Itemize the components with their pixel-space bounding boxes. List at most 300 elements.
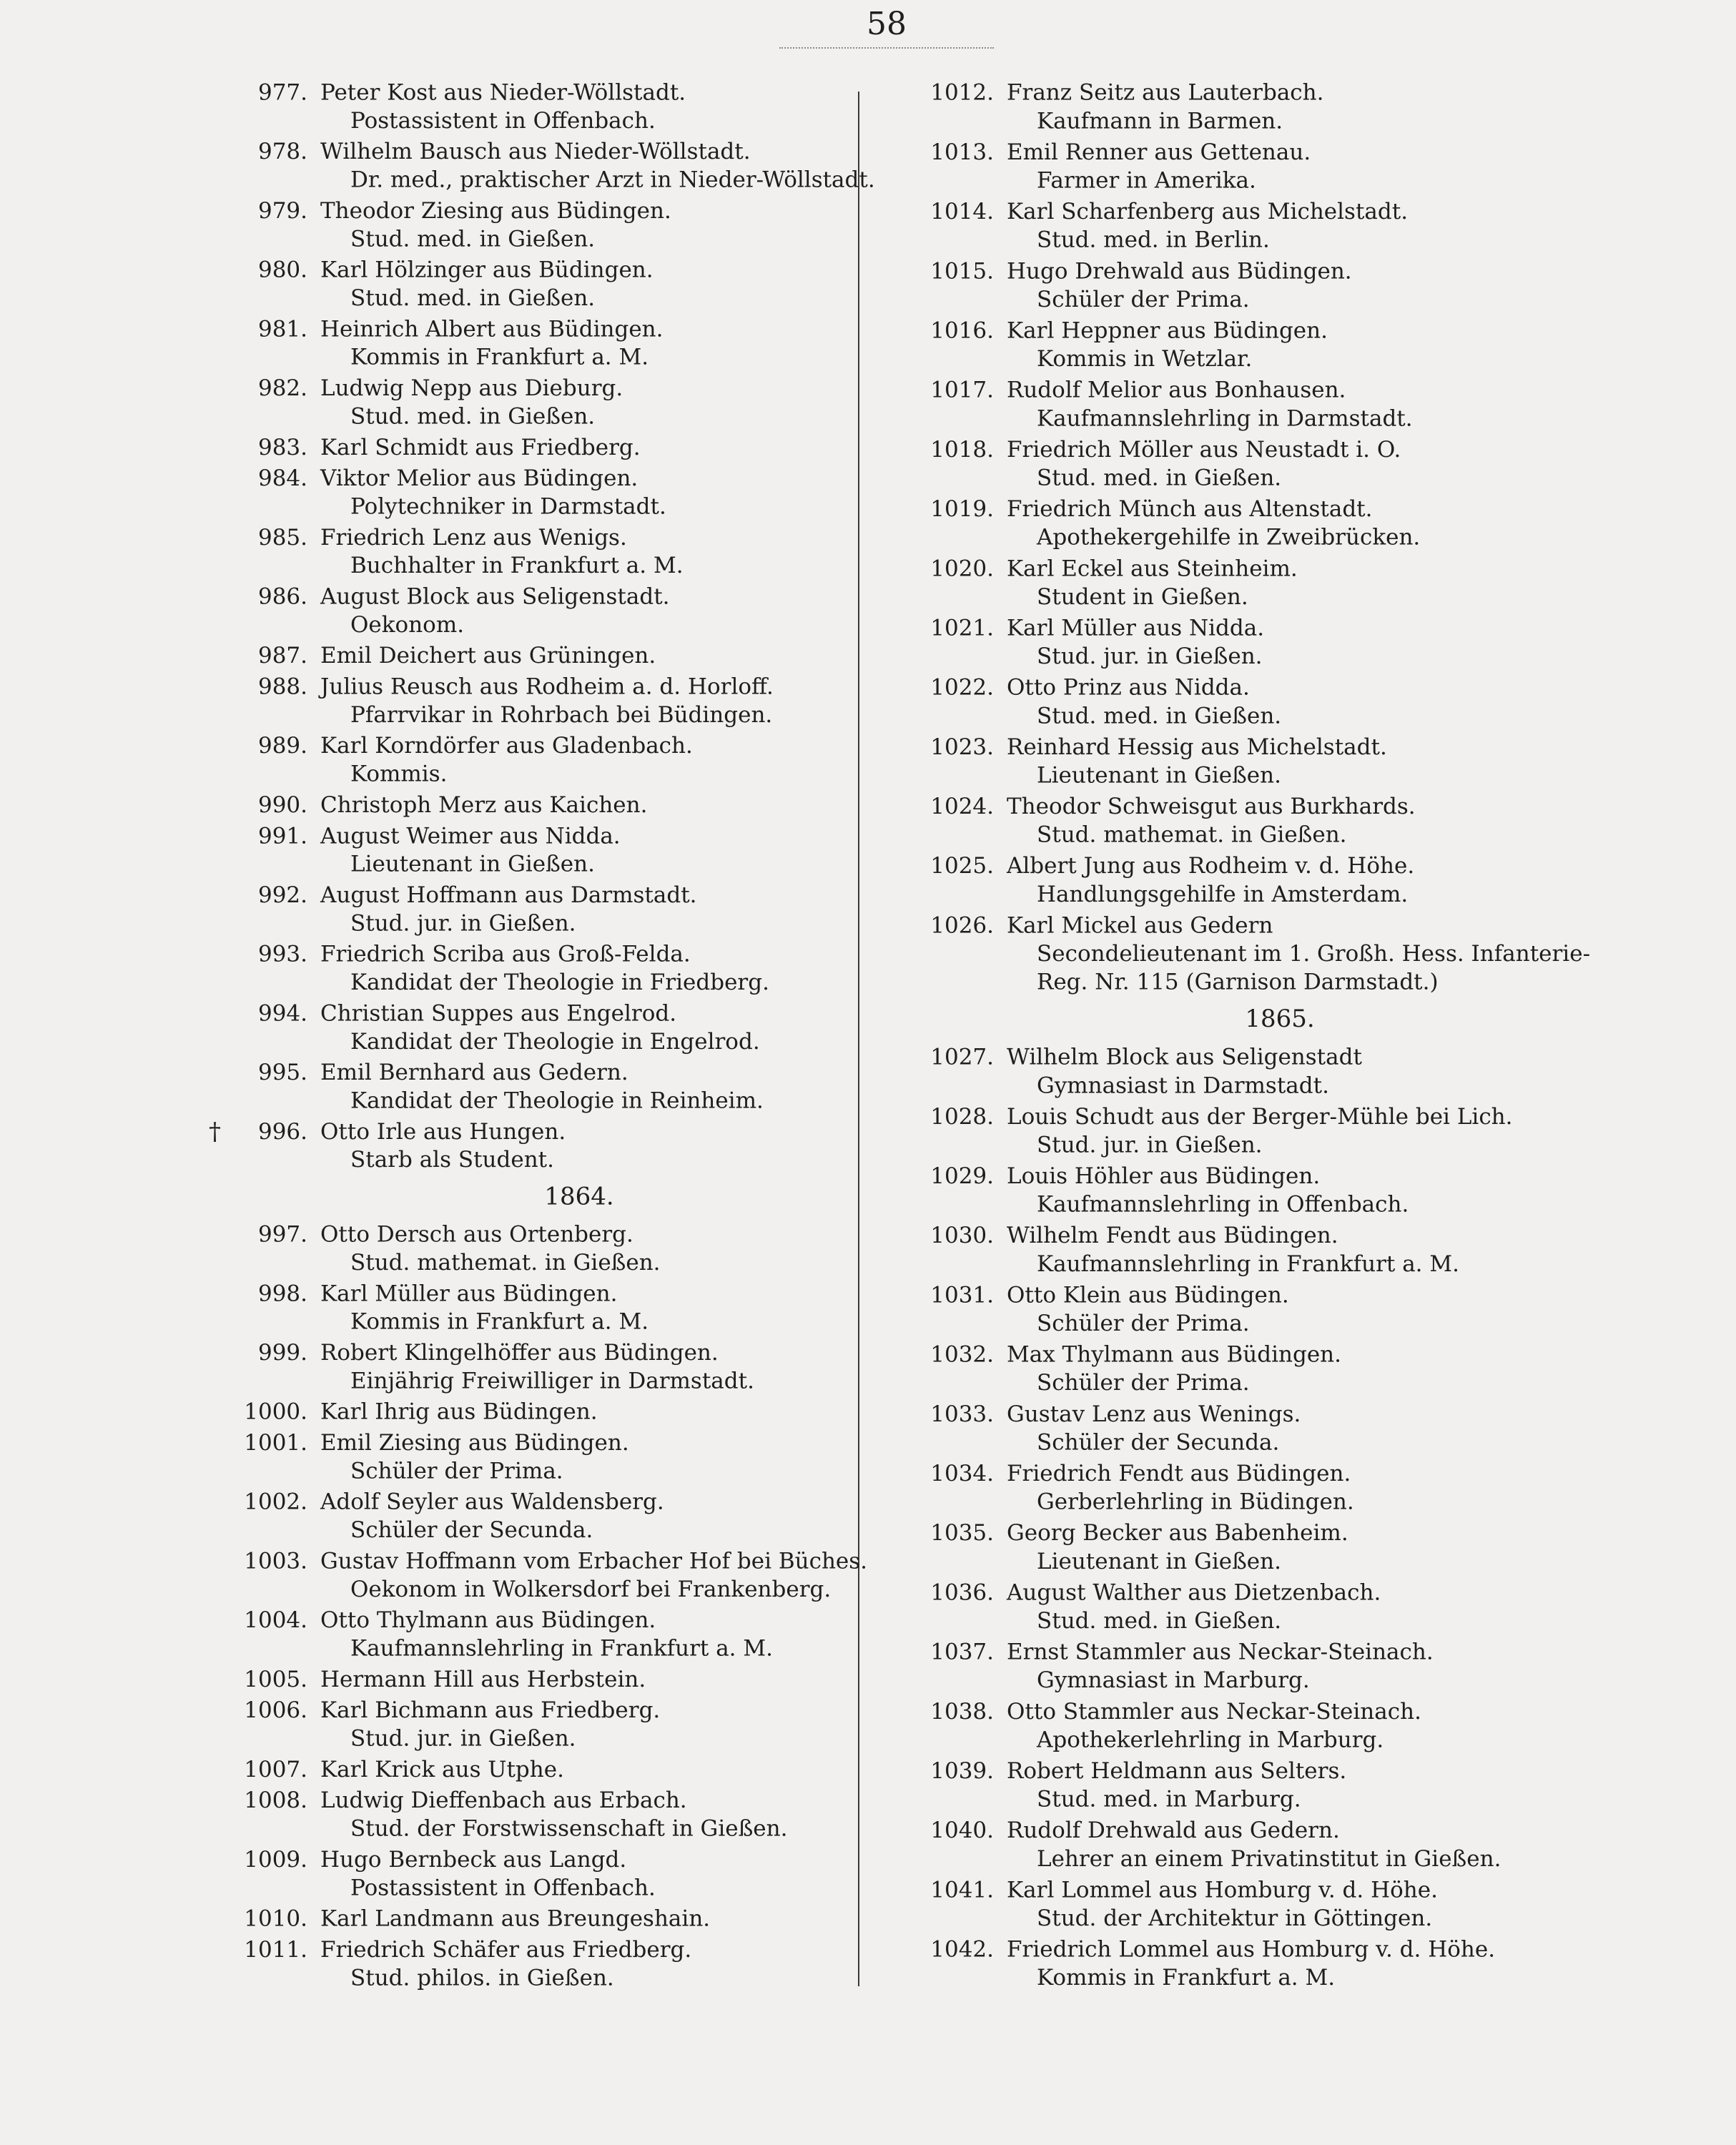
- entry-name: Reinhard Hessig aus Michelstadt.: [1007, 734, 1387, 760]
- entry-number: 1032.: [930, 1341, 994, 1368]
- entry-name-line: [915, 257, 1559, 286]
- list-entry: [229, 1221, 844, 1277]
- entry-name-line: [229, 1845, 844, 1873]
- entry-occupation: Stud. med. in Gießen.: [1037, 465, 1282, 491]
- entry-name: Ludwig Dieffenbach aus Erbach.: [320, 1788, 687, 1814]
- entry-name-line: [229, 375, 844, 403]
- entry-occupation: Gymnasiast in Marburg.: [1037, 1667, 1310, 1694]
- entry-occupation: Postassistent in Offenbach.: [350, 108, 656, 134]
- list-entry: [915, 1936, 1559, 1992]
- list-entry: [915, 1341, 1559, 1397]
- entry-number: 1036.: [930, 1579, 994, 1606]
- entry-occupation: Stud. jur. in Gießen.: [1037, 644, 1263, 669]
- list-entry: [229, 673, 844, 729]
- entry-number: 988.: [257, 674, 307, 700]
- entry-name-line: [915, 435, 1559, 464]
- entry-number: 987.: [257, 643, 307, 669]
- list-entry: [229, 433, 844, 461]
- entry-number: 999.: [257, 1340, 307, 1366]
- entry-occupation: Kaufmannslehrling in Frankfurt a. M.: [1037, 1251, 1459, 1277]
- entry-number: 981.: [257, 316, 307, 342]
- entry-number: 1039.: [930, 1758, 994, 1784]
- list-entry: [915, 495, 1559, 551]
- entry-name-line: [229, 1607, 844, 1634]
- entry-name-line: [229, 1488, 844, 1516]
- list-entry: [915, 1757, 1559, 1813]
- entry-number: 1003.: [244, 1548, 307, 1574]
- entry-number: 1013.: [930, 139, 994, 165]
- entry-occupation: Kandidat der Theologie in Reinheim.: [350, 1088, 764, 1114]
- entry-name: Gustav Lenz aus Wenings.: [1007, 1401, 1301, 1427]
- entry-occupation: Starb als Student.: [350, 1147, 554, 1173]
- list-entry: [229, 583, 844, 639]
- entry-number: 977.: [257, 79, 307, 106]
- top-dotted-rule: [779, 47, 994, 49]
- entry-name: Friedrich Lommel aus Homburg v. d. Höhe.: [1007, 1936, 1496, 1963]
- entry-number: 1005.: [244, 1667, 307, 1692]
- entry-number: 993.: [257, 942, 307, 967]
- entry-number: 1042.: [930, 1936, 994, 1963]
- list-entry: [915, 852, 1559, 909]
- entry-occupation: Secondelieutenant im 1. Großh. Hess. Infanterie-: [1037, 941, 1591, 967]
- list-entry: [915, 79, 1559, 135]
- entry-name: Emil Deichert aus Grüningen.: [320, 643, 656, 669]
- entry-name: Karl Landmann aus Breungeshain.: [320, 1906, 711, 1932]
- entry-name-line: [229, 1059, 844, 1087]
- entry-name-line: [229, 673, 844, 701]
- entry-name-line: [229, 523, 844, 551]
- entry-name-line: [915, 1043, 1559, 1072]
- entry-number: 1026.: [930, 912, 994, 939]
- entry-name: Friedrich Münch aus Altenstadt.: [1007, 496, 1373, 522]
- entry-number: 1015.: [930, 258, 994, 285]
- entry-name-line: [229, 197, 844, 225]
- entry-number: 1010.: [244, 1906, 307, 1932]
- list-entry: [229, 791, 844, 819]
- list-entry: [229, 1429, 844, 1485]
- list-entry: [229, 940, 844, 997]
- entry-name-line: [229, 1118, 844, 1145]
- entry-name: Rudolf Melior aus Bonhausen.: [1007, 377, 1346, 403]
- list-entry: [229, 1398, 844, 1426]
- entry-number: 1035.: [930, 1520, 994, 1547]
- entry-name-line: [915, 555, 1559, 583]
- entry-occupation: Stud. der Forstwissenschaft in Gießen.: [350, 1815, 788, 1842]
- entry-occupation: Kommis.: [350, 761, 448, 787]
- entry-number: 1027.: [930, 1044, 994, 1070]
- entry-name: Hugo Bernbeck aus Langd.: [320, 1847, 627, 1873]
- entry-name: Otto Irle aus Hungen.: [320, 1119, 566, 1145]
- list-entry: [915, 1519, 1559, 1575]
- list-entry: [915, 1222, 1559, 1278]
- entry-name-line: [915, 317, 1559, 345]
- entry-name: Theodor Ziesing aus Büdingen.: [320, 198, 671, 224]
- entry-occupation: Stud. med. in Berlin.: [1037, 227, 1270, 253]
- entry-number: 1019.: [930, 496, 994, 522]
- entry-occupation: Postassistent in Offenbach.: [350, 1875, 656, 1901]
- entry-occupation: Kommis in Frankfurt a. M.: [1037, 1965, 1336, 1991]
- entry-name: Robert Heldmann aus Selters.: [1007, 1758, 1347, 1784]
- list-entry: [915, 376, 1559, 433]
- entry-name-line: [229, 1429, 844, 1456]
- list-entry: [229, 1845, 844, 1902]
- list-entry: [229, 465, 844, 521]
- list-entry: [229, 1607, 844, 1663]
- entry-number: 994.: [257, 1000, 307, 1027]
- entry-number: 1021.: [930, 615, 994, 641]
- list-entry: [915, 555, 1559, 611]
- entry-name: Georg Becker aus Babenheim.: [1007, 1520, 1348, 1547]
- list-entry: [229, 732, 844, 789]
- entry-number: 1011.: [244, 1937, 307, 1963]
- entry-name-line: [229, 315, 844, 343]
- list-entry: [915, 733, 1559, 789]
- entry-name-line: [229, 1787, 844, 1815]
- list-entry: [915, 197, 1559, 254]
- entry-name-line: [915, 1697, 1559, 1726]
- entry-occupation: Dr. med., praktischer Arzt in Nieder-Wöllstadt.: [350, 167, 875, 193]
- entry-name-line: [915, 79, 1559, 107]
- list-entry: [915, 138, 1559, 194]
- entry-name-line: [229, 1665, 844, 1693]
- page-number: 58: [867, 6, 907, 42]
- entry-name: Franz Seitz aus Lauterbach.: [1007, 79, 1324, 106]
- entry-name: Ludwig Nepp aus Dieburg.: [320, 375, 623, 401]
- entry-occupation: Apothekerlehrling in Marburg.: [1037, 1727, 1384, 1753]
- entry-occupation: Kaufmann in Barmen.: [1037, 108, 1283, 134]
- entry-number: 984.: [257, 465, 307, 491]
- entry-number: 1014.: [930, 199, 994, 225]
- list-entry: [229, 1665, 844, 1693]
- entry-occupation: Kaufmannslehrling in Darmstadt.: [1037, 405, 1413, 432]
- entry-name: Emil Bernhard aus Gedern.: [320, 1060, 628, 1085]
- list-entry: [209, 1118, 844, 1174]
- entry-name-line: [915, 1341, 1559, 1369]
- entry-number: 1020.: [930, 556, 994, 582]
- entry-occupation: Stud. med. in Gießen.: [1037, 1608, 1282, 1634]
- list-entry: [915, 1579, 1559, 1635]
- entry-occupation: Schüler der Prima.: [350, 1458, 563, 1484]
- entry-name-line: [229, 822, 844, 850]
- list-entry: [915, 1876, 1559, 1933]
- entry-occupation: Schüler der Prima.: [1037, 1370, 1250, 1396]
- list-entry: [915, 1400, 1559, 1456]
- entry-name-line: [915, 138, 1559, 167]
- entry-name: August Walther aus Dietzenbach.: [1007, 1579, 1381, 1606]
- entry-name: Hugo Drehwald aus Büdingen.: [1007, 258, 1352, 285]
- entry-number: 1008.: [244, 1788, 307, 1814]
- list-entry: [915, 1103, 1559, 1159]
- list-entry: [915, 792, 1559, 849]
- entry-name: Wilhelm Block aus Seligenstadt: [1007, 1044, 1362, 1070]
- entry-name: August Weimer aus Nidda.: [320, 823, 621, 849]
- entry-number: 1001.: [244, 1430, 307, 1456]
- entry-name-line: [915, 1162, 1559, 1190]
- entry-name: Karl Schmidt aus Friedberg.: [320, 435, 641, 460]
- list-entry: [229, 1936, 844, 1992]
- entry-occupation: Stud. philos. in Gießen.: [350, 1965, 614, 1991]
- entry-number: 1002.: [244, 1489, 307, 1515]
- entry-number: 1006.: [244, 1697, 307, 1724]
- list-entry: [915, 1162, 1559, 1218]
- entry-name: Heinrich Albert aus Büdingen.: [320, 316, 664, 342]
- entry-name-line: [915, 1816, 1559, 1845]
- list-entry: [229, 197, 844, 253]
- list-entry: [229, 1787, 844, 1843]
- entry-name: Emil Ziesing aus Büdingen.: [320, 1430, 629, 1456]
- entry-occupation: Handlungsgehilfe in Amsterdam.: [1037, 882, 1409, 907]
- entry-name: Wilhelm Fendt aus Büdingen.: [1007, 1223, 1338, 1249]
- list-entry: [229, 1547, 868, 1604]
- entry-name-line: [915, 1222, 1559, 1251]
- entry-name-line: [915, 1400, 1559, 1429]
- entry-number: 1030.: [930, 1223, 994, 1249]
- entry-number: 1041.: [930, 1877, 994, 1903]
- entry-occupation: Pfarrvikar in Rohrbach bei Büdingen.: [350, 702, 773, 728]
- entry-name: Robert Klingelhöffer aus Büdingen.: [320, 1340, 719, 1366]
- entry-occupation: Stud. der Architektur in Göttingen.: [1037, 1905, 1433, 1931]
- entry-occupation: Oekonom.: [350, 612, 465, 638]
- entry-occupation: Kaufmannslehrling in Offenbach.: [1037, 1191, 1409, 1218]
- entry-name-line: [229, 79, 844, 107]
- list-entry: [915, 317, 1559, 373]
- list-entry: [915, 912, 1591, 997]
- entry-occupation: Stud. jur. in Gießen.: [1037, 1132, 1263, 1158]
- entry-name-line: [229, 732, 844, 760]
- entry-name: Hermann Hill aus Herbstein.: [320, 1667, 646, 1692]
- entry-occupation: Stud. jur. in Gießen.: [350, 910, 576, 937]
- list-entry: [229, 1905, 844, 1933]
- list-entry: [229, 79, 844, 135]
- entry-number: 998.: [257, 1281, 307, 1307]
- entry-occupation: Apothekergehilfe in Zweibrücken.: [1037, 524, 1421, 551]
- entry-occupation: Stud. mathemat. in Gießen.: [1037, 822, 1347, 848]
- entry-occupation: Lieutenant in Gießen.: [1037, 762, 1281, 789]
- entry-occupation: Polytechniker in Darmstadt.: [350, 493, 666, 520]
- entry-name-line: [229, 1221, 844, 1248]
- entry-number: 997.: [257, 1221, 307, 1248]
- entry-occupation: Buchhalter in Frankfurt a. M.: [350, 553, 684, 579]
- list-entry: [229, 1059, 844, 1115]
- entry-name: Friedrich Scriba aus Groß-Felda.: [320, 942, 691, 967]
- year-heading: 1865.: [1245, 1005, 1315, 1034]
- entry-number: 982.: [257, 375, 307, 401]
- entry-name: Ernst Stammler aus Neckar-Steinach.: [1007, 1639, 1434, 1665]
- list-entry: [915, 1697, 1559, 1754]
- entry-name-line: [915, 1936, 1559, 1964]
- entry-name: Karl Heppner aus Büdingen.: [1007, 317, 1328, 344]
- entry-name-line: [915, 1103, 1559, 1131]
- list-entry: [229, 138, 875, 194]
- entry-occupation: Kommis in Wetzlar.: [1037, 346, 1253, 373]
- entry-name-line: [229, 1280, 844, 1308]
- entry-occupation: Kandidat der Theologie in Engelrod.: [350, 1029, 760, 1055]
- entry-name-line: [229, 642, 844, 670]
- list-entry: [915, 1043, 1559, 1100]
- entry-name: Rudolf Drehwald aus Gedern.: [1007, 1818, 1340, 1844]
- entry-name: Louis Höhler aus Büdingen.: [1007, 1163, 1321, 1189]
- entry-occupation: Schüler der Secunda.: [350, 1517, 593, 1543]
- entry-name: Julius Reusch aus Rodheim a. d. Horloff.: [320, 674, 774, 700]
- entry-name-line: [229, 791, 844, 819]
- entry-name-line: [915, 1638, 1559, 1667]
- list-entry: [915, 614, 1559, 671]
- entry-name-line: [229, 1338, 844, 1366]
- list-entry: [229, 881, 844, 937]
- entry-name-line: [915, 1281, 1559, 1310]
- entry-number: 1022.: [930, 674, 994, 701]
- entry-number: 995.: [257, 1060, 307, 1085]
- entry-name: Theodor Schweisgut aus Burkhards.: [1007, 794, 1416, 819]
- entry-name: Otto Dersch aus Ortenberg.: [320, 1221, 633, 1248]
- entry-name-line: [915, 376, 1559, 405]
- entry-name: Karl Mickel aus Gedern: [1007, 912, 1273, 939]
- entry-occupation: Einjährig Freiwilliger in Darmstadt.: [350, 1368, 754, 1394]
- entry-number: 1034.: [930, 1461, 994, 1486]
- entry-number: 1023.: [930, 734, 994, 760]
- entry-number: 1033.: [930, 1401, 994, 1427]
- entry-name-line: [915, 197, 1559, 226]
- entry-occupation: Gymnasiast in Darmstadt.: [1037, 1072, 1329, 1099]
- entry-occupation: Kommis in Frankfurt a. M.: [350, 345, 649, 370]
- entry-name-line: [915, 674, 1559, 702]
- list-entry: [229, 523, 844, 580]
- entry-number: 1024.: [930, 794, 994, 819]
- entry-name: Karl Ihrig aus Büdingen.: [320, 1399, 598, 1425]
- entry-number: 1037.: [930, 1639, 994, 1665]
- entry-name: Karl Korndörfer aus Gladenbach.: [320, 733, 693, 759]
- entry-name-line: [229, 881, 844, 909]
- list-entry: [915, 1816, 1559, 1873]
- entry-name-line: [229, 1547, 868, 1575]
- entry-number: 1038.: [930, 1699, 994, 1725]
- entry-name: Friedrich Lenz aus Wenigs.: [320, 525, 627, 551]
- list-entry: [229, 822, 844, 879]
- entry-number: 989.: [257, 733, 307, 759]
- entry-name: Karl Müller aus Nidda.: [1007, 615, 1265, 641]
- entry-occupation: Lieutenant in Gießen.: [1037, 1549, 1281, 1574]
- entry-name: Karl Krick aus Utphe.: [320, 1757, 564, 1782]
- entry-name-line: [229, 433, 844, 461]
- entry-name-line: [229, 1697, 844, 1725]
- entry-name-line: [229, 1398, 844, 1426]
- entry-name-line: [915, 1876, 1559, 1905]
- entry-name-line: [915, 912, 1559, 940]
- entry-name: Otto Prinz aus Nidda.: [1007, 674, 1250, 701]
- entry-occupation: Stud. med. in Gießen.: [1037, 703, 1282, 729]
- entry-name-line: [229, 256, 844, 284]
- entry-name: Karl Hölzinger aus Büdingen.: [320, 257, 654, 283]
- entry-name: Karl Müller aus Büdingen.: [320, 1281, 618, 1307]
- list-entry: [915, 1459, 1559, 1516]
- entry-occupation: Schüler der Prima.: [1037, 287, 1250, 312]
- list-entry: [229, 642, 844, 670]
- entry-number: 1029.: [930, 1163, 994, 1189]
- left-column: [209, 79, 875, 1995]
- entry-occupation: Farmer in Amerika.: [1037, 167, 1256, 194]
- list-entry: [229, 375, 844, 431]
- entry-occupation: Stud. jur. in Gießen.: [350, 1725, 576, 1752]
- entry-occupation: Gerberlehrling in Büdingen.: [1037, 1489, 1354, 1515]
- entry-number: 1004.: [244, 1607, 307, 1633]
- entry-name: Otto Klein aus Büdingen.: [1007, 1282, 1289, 1308]
- entry-name: Viktor Melior aus Büdingen.: [320, 465, 638, 491]
- list-entry: [229, 315, 844, 372]
- entry-number: 992.: [257, 882, 307, 908]
- entry-name: Karl Bichmann aus Friedberg.: [320, 1697, 661, 1724]
- entry-occupation: Stud. med. in Gießen.: [350, 285, 596, 311]
- entry-name-line: [915, 792, 1559, 821]
- list-entry: [229, 1000, 844, 1056]
- entry-occupation: Kommis in Frankfurt a. M.: [350, 1309, 649, 1335]
- entry-number: 978.: [257, 139, 307, 165]
- entry-occupation: Lieutenant in Gießen.: [350, 852, 595, 877]
- entry-occupation: Student in Gießen.: [1037, 584, 1248, 610]
- entry-name: Karl Eckel aus Steinheim.: [1007, 556, 1298, 582]
- entry-occupation-cont: Reg. Nr. 115 (Garnison Darmstadt.): [1037, 969, 1439, 995]
- entry-number: 983.: [257, 435, 307, 460]
- entry-name-line: [229, 1905, 844, 1933]
- entry-occupation: Oekonom in Wolkersdorf bei Frankenberg.: [350, 1577, 832, 1602]
- entry-number: 1000.: [244, 1399, 307, 1425]
- entry-number: 990.: [257, 792, 307, 818]
- entry-occupation: Schüler der Secunda.: [1037, 1429, 1280, 1456]
- entry-name: Otto Thylmann aus Büdingen.: [320, 1607, 656, 1633]
- entry-number: 980.: [257, 257, 307, 283]
- entry-name: Gustav Hoffmann vom Erbacher Hof bei Büches.: [320, 1548, 868, 1574]
- entry-name: Adolf Seyler aus Waldensberg.: [320, 1489, 664, 1515]
- entry-name: Karl Scharfenberg aus Michelstadt.: [1007, 199, 1409, 225]
- entry-name: August Block aus Seligenstadt.: [320, 583, 670, 610]
- entry-name: Christian Suppes aus Engelrod.: [320, 1000, 677, 1027]
- list-entry: [229, 1338, 844, 1395]
- entry-number: 991.: [257, 823, 307, 849]
- entry-name: Peter Kost aus Nieder-Wöllstadt.: [320, 79, 686, 106]
- entry-name-line: [915, 1757, 1559, 1785]
- entry-name-line: [229, 1755, 844, 1783]
- entry-number: 1016.: [930, 317, 994, 344]
- list-entry: [915, 1281, 1559, 1338]
- column-divider: [858, 92, 859, 1986]
- list-entry: [229, 1280, 844, 1336]
- entry-number: 986.: [257, 583, 307, 610]
- entry-number: 1018.: [930, 437, 994, 463]
- entry-occupation: Lehrer an einem Privatinstitut in Gießen.: [1037, 1846, 1501, 1872]
- entry-number: 1007.: [244, 1757, 307, 1782]
- list-entry: [915, 1638, 1559, 1695]
- entry-number: 1025.: [930, 853, 994, 879]
- entry-name: Albert Jung aus Rodheim v. d. Höhe.: [1007, 853, 1415, 879]
- entry-occupation: Stud. med. in Gießen.: [350, 403, 596, 430]
- entry-occupation: Stud. mathemat. in Gießen.: [350, 1250, 661, 1276]
- entry-name: August Hoffmann aus Darmstadt.: [320, 882, 697, 908]
- entry-number: 1028.: [930, 1104, 994, 1130]
- entry-name-line: [915, 1579, 1559, 1607]
- list-entry: [229, 1755, 844, 1783]
- entry-name: Max Thylmann aus Büdingen.: [1007, 1341, 1341, 1368]
- entry-name: Christoph Merz aus Kaichen.: [320, 792, 648, 818]
- entry-name: Karl Lommel aus Homburg v. d. Höhe.: [1007, 1877, 1438, 1903]
- entry-number: 985.: [257, 525, 307, 551]
- entry-name-line: [229, 1936, 844, 1963]
- list-entry: [915, 674, 1559, 730]
- entry-name: Friedrich Schäfer aus Friedberg.: [320, 1937, 692, 1963]
- entry-name: Louis Schudt aus der Berger-Mühle bei Lich.: [1007, 1104, 1513, 1130]
- entry-name-line: [229, 940, 844, 968]
- right-column: [915, 79, 1591, 1995]
- entry-name-line: [229, 1000, 844, 1027]
- entry-number: 1040.: [930, 1818, 994, 1844]
